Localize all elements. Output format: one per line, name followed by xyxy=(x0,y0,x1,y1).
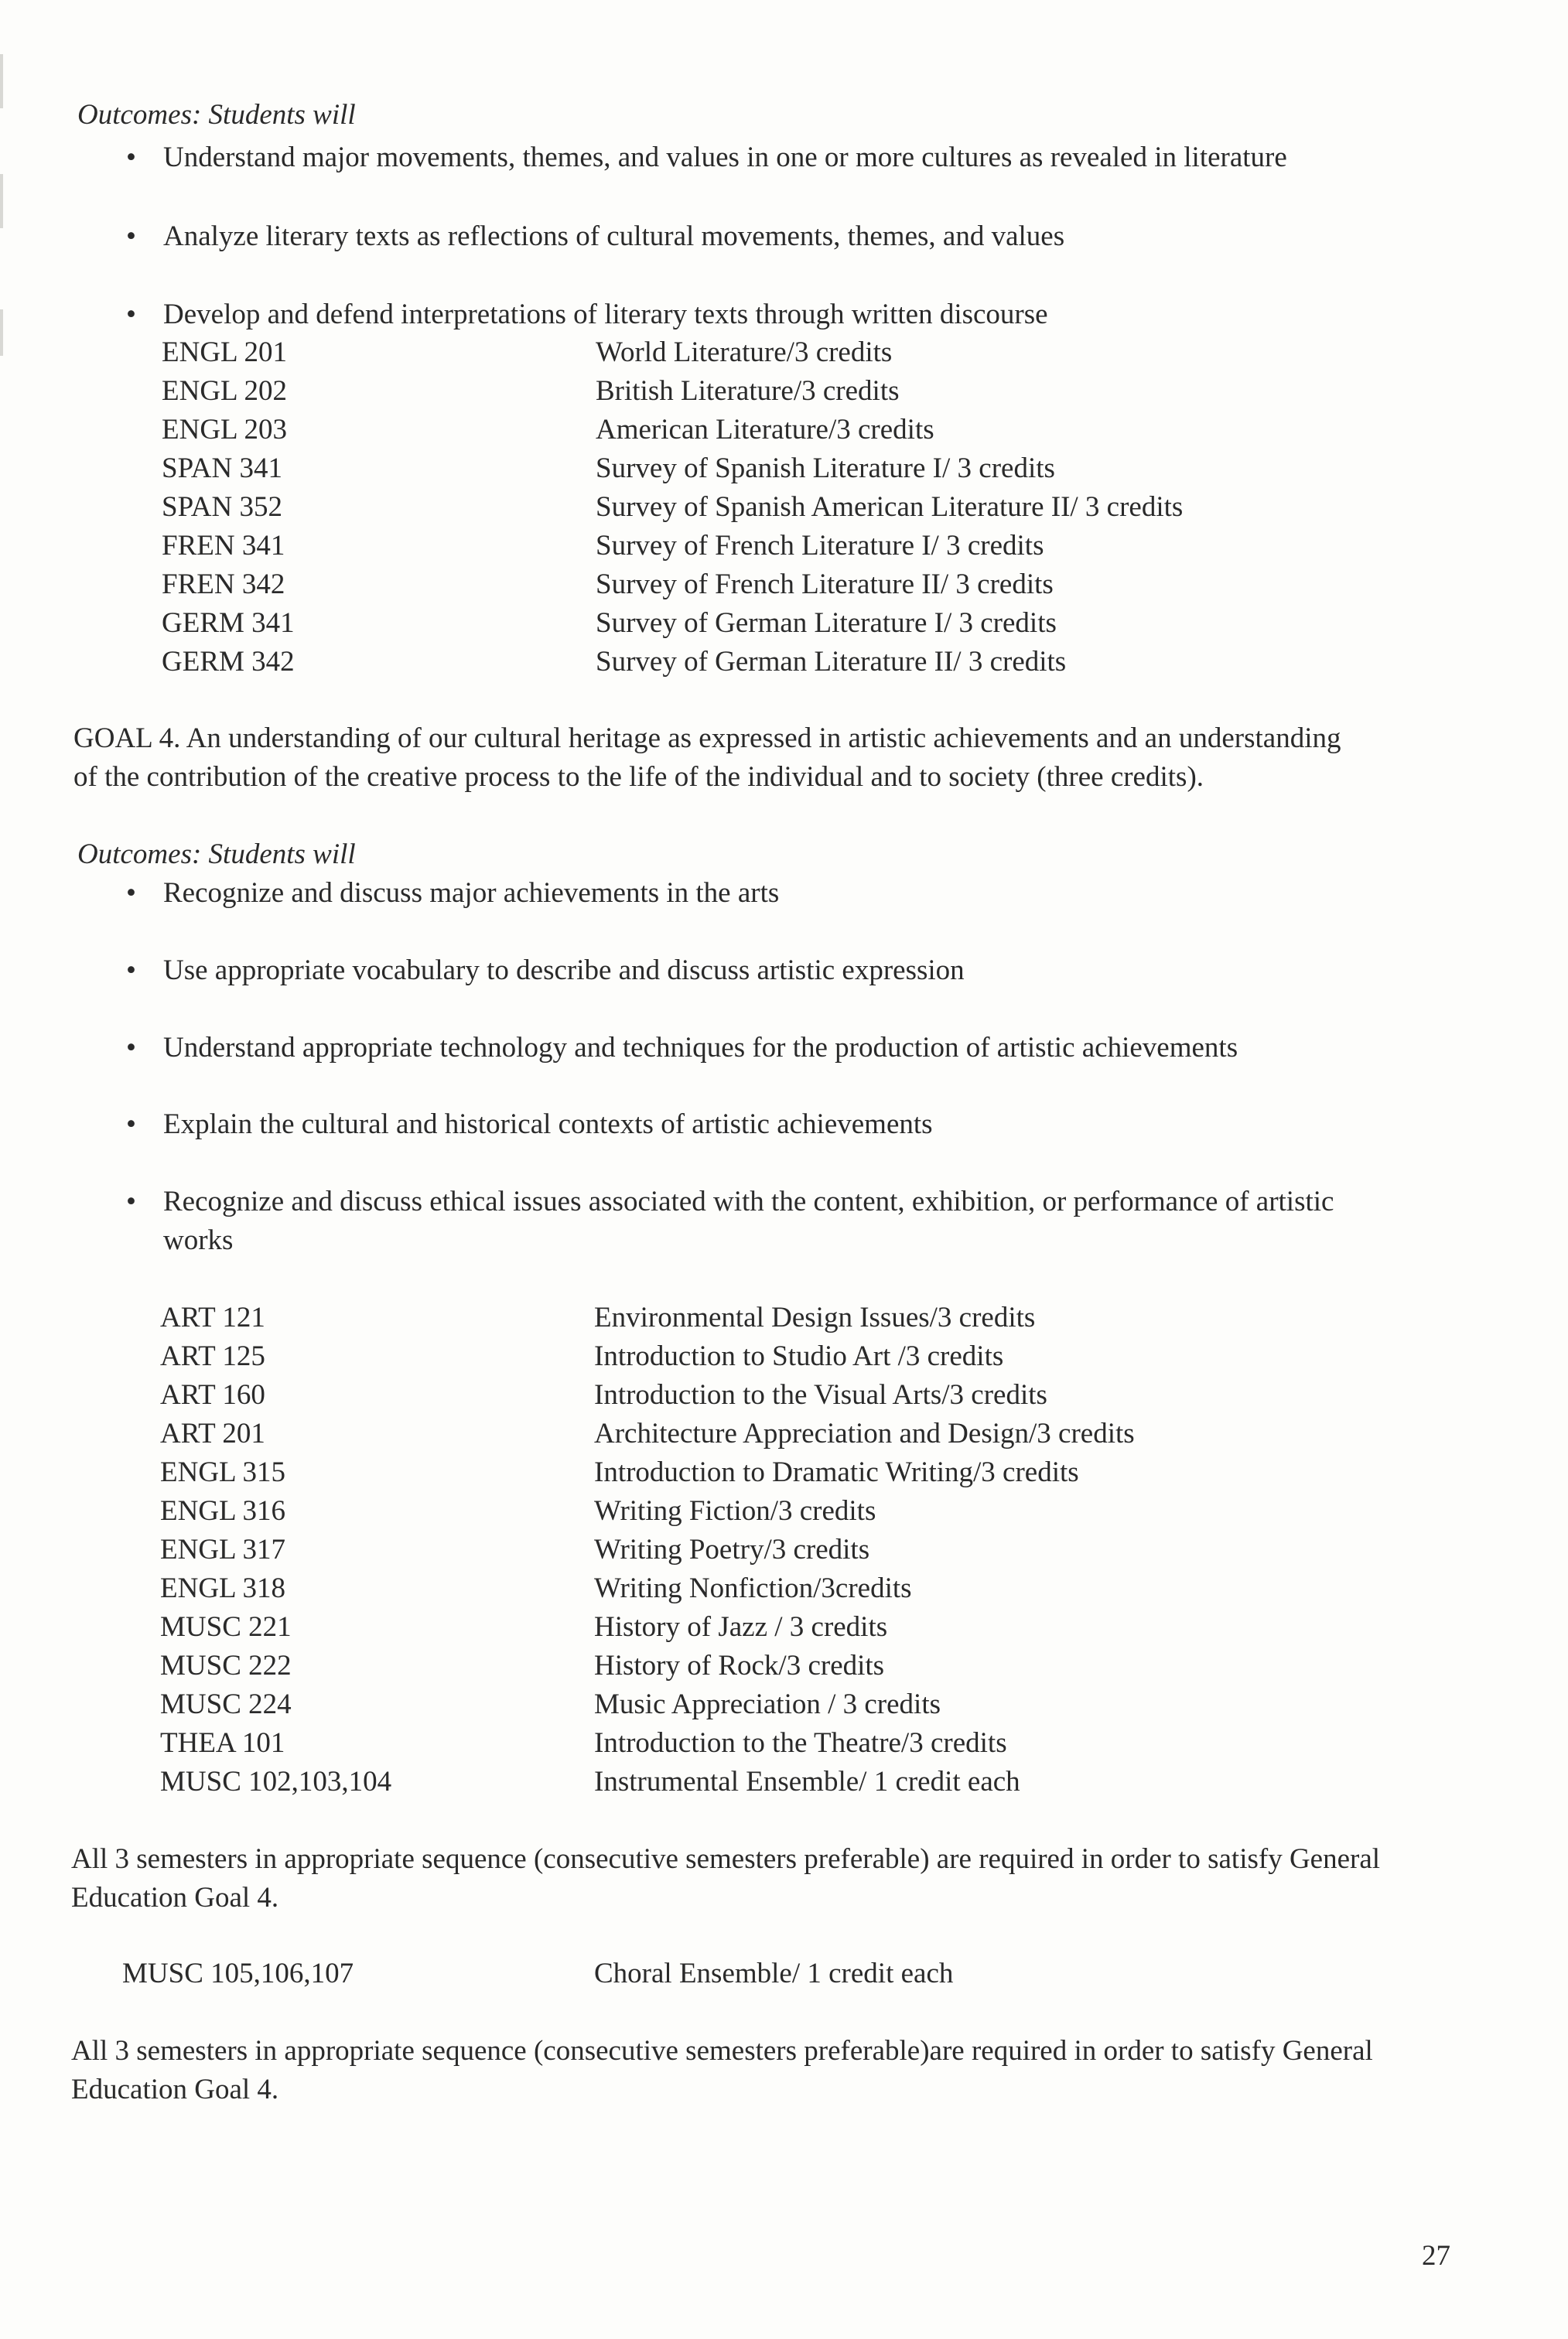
course-title: Environmental Design Issues/3 credits xyxy=(594,1302,1036,1333)
course-code: MUSC 224 xyxy=(160,1689,292,1720)
course-code: ENGL 203 xyxy=(162,414,288,446)
course-code: ENGL 317 xyxy=(160,1534,286,1566)
course-title: Writing Fiction/3 credits xyxy=(594,1495,876,1527)
course-code: FREN 342 xyxy=(162,569,285,600)
course-title: Writing Nonfiction/3credits xyxy=(594,1572,912,1604)
course-code: ART 121 xyxy=(160,1302,265,1333)
page-number: 27 xyxy=(1422,2240,1450,2272)
course-title: Choral Ensemble/ 1 credit each xyxy=(594,1958,954,1989)
course-code: ART 160 xyxy=(160,1379,265,1411)
course-title: Survey of French Literature II/ 3 credits xyxy=(596,569,1054,600)
requirement-note-line: Education Goal 4. xyxy=(71,1882,279,1914)
scan-edge-mark xyxy=(0,54,3,108)
scan-edge-mark xyxy=(0,174,3,228)
course-title: World Literature/3 credits xyxy=(596,336,893,368)
course-code: GERM 342 xyxy=(162,646,295,678)
goal-heading-line: GOAL 4. An understanding of our cultural heritage as expressed in artistic achievements and an understanding xyxy=(73,722,1341,754)
course-title: Introduction to Dramatic Writing/3 credits xyxy=(594,1456,1079,1488)
course-code: ART 125 xyxy=(160,1340,265,1372)
course-title: Writing Poetry/3 credits xyxy=(594,1534,870,1566)
requirement-note-line: All 3 semesters in appropriate sequence (consecutive semesters preferable) are required in order to satisfy General xyxy=(71,1843,1381,1875)
course-title: Instrumental Ensemble/ 1 credit each xyxy=(594,1766,1020,1798)
course-code: ENGL 315 xyxy=(160,1456,286,1488)
course-title: Music Appreciation / 3 credits xyxy=(594,1689,941,1720)
course-title: Introduction to the Theatre/3 credits xyxy=(594,1727,1007,1759)
course-code: ENGL 202 xyxy=(162,375,288,407)
course-code: THEA 101 xyxy=(160,1727,285,1759)
course-code: ENGL 201 xyxy=(162,336,288,368)
course-code: FREN 341 xyxy=(162,530,285,562)
course-title: Survey of Spanish Literature I/ 3 credits xyxy=(596,452,1055,484)
course-code: MUSC 105,106,107 xyxy=(122,1958,354,1989)
course-code: GERM 341 xyxy=(162,607,295,639)
course-title: Introduction to the Visual Arts/3 credits xyxy=(594,1379,1047,1411)
outcome-bullet-continuation: works xyxy=(163,1224,234,1256)
scan-edge-mark xyxy=(0,309,3,356)
course-code: MUSC 222 xyxy=(160,1650,292,1682)
course-title: Survey of German Literature II/ 3 credits xyxy=(596,646,1067,678)
course-title: Survey of Spanish American Literature II/ 3 credits xyxy=(596,491,1184,523)
outcomes-label: Outcomes: Students will xyxy=(77,99,356,131)
course-title: Introduction to Studio Art /3 credits xyxy=(594,1340,1004,1372)
course-title: Survey of German Literature I/ 3 credits xyxy=(596,607,1057,639)
course-title: Architecture Appreciation and Design/3 credits xyxy=(594,1418,1135,1449)
requirement-note-line: Education Goal 4. xyxy=(71,2074,279,2105)
course-code: SPAN 341 xyxy=(162,452,282,484)
course-title: Survey of French Literature I/ 3 credits xyxy=(596,530,1044,562)
course-code: ENGL 316 xyxy=(160,1495,286,1527)
course-code: ENGL 318 xyxy=(160,1572,286,1604)
course-title: British Literature/3 credits xyxy=(596,375,900,407)
course-title: History of Jazz / 3 credits xyxy=(594,1611,888,1643)
requirement-note-line: All 3 semesters in appropriate sequence (consecutive semesters preferable)are required in order to satisfy General xyxy=(71,2035,1373,2067)
course-title: History of Rock/3 credits xyxy=(594,1650,885,1682)
course-code: SPAN 352 xyxy=(162,491,282,523)
course-code: MUSC 221 xyxy=(160,1611,292,1643)
goal-heading-line: of the contribution of the creative process to the life of the individual and to society (three credits). xyxy=(73,761,1204,793)
course-code: MUSC 102,103,104 xyxy=(160,1766,392,1798)
course-title: American Literature/3 credits xyxy=(596,414,934,446)
document-page: Outcomes: Students will • Understand major movements, themes, and values in one or more cultures as revealed in literature • Analyze literary texts as reflections of cultural movements, themes, and values • Develop and defend interpretations of literary texts through written discourse ENGL 201 World Literature/3 credits ENGL 202 British Literature/3 credits ENGL 203 American Literature/3 credits SPAN 341 Survey of Spanish Literature I/ 3 credits SPAN 352 Survey of Spanish American Literature II/ 3 credits FREN 341 Survey of French Literature I/ 3 credits FREN 342 Survey of French Literature II/ 3 credits GERM 341 Survey of German Literature I/ 3 credits GERM 342 Survey of German Literature II/ 3 credits GOAL 4. An understanding of our cultural heritage as expressed in artistic achievements and an understanding of the contribution of the creative process to the life of the individual and to society (three credits). Outcomes: Students will • Recognize and discuss major achievements in the arts • Use appropriate vocabulary to describe and discuss artistic expression • Understand appropriate technology and techniques for the production of artistic achievements • Explain the cultural and historical contexts of artistic achievements • Recognize and discuss ethical issues associated with the content, exhibition, or performance of artistic works ART 121 Environmental Design Issues/3 credits ART 125 Introduction to Studio Art /3 credits ART 160 Introduction to the Visual Arts/3 credits ART 201 Architecture Appreciation and Design/3 credits ENGL 315 Introduction to Dramatic Writing/3 credits ENGL 316 Writing Fiction/3 credits ENGL 317 Writing Poetry/3 credits ENGL 318 Writing Nonfiction/3credits MUSC 221 History of Jazz / 3 credits MUSC 222 History of Rock/3 credits MUSC 224 Music Appreciation / 3 credits THEA 101 Introduction to the Theatre/3 credits MUSC 102,103,104 Instrumental Ensemble/ 1 credit each All 3 semesters in appropriate sequence (consecutive semesters preferable) are required in order to satisfy General Education Goal 4. MUSC 105,106,107 Choral Ensemble/ 1 credit each All 3 semesters in appropriate sequence (consecutive semesters preferable)are required in order to satisfy General Education Goal 4. 27 xyxy=(0,0,1568,2339)
outcomes-label: Outcomes: Students will xyxy=(77,838,356,870)
course-code: ART 201 xyxy=(160,1418,265,1449)
